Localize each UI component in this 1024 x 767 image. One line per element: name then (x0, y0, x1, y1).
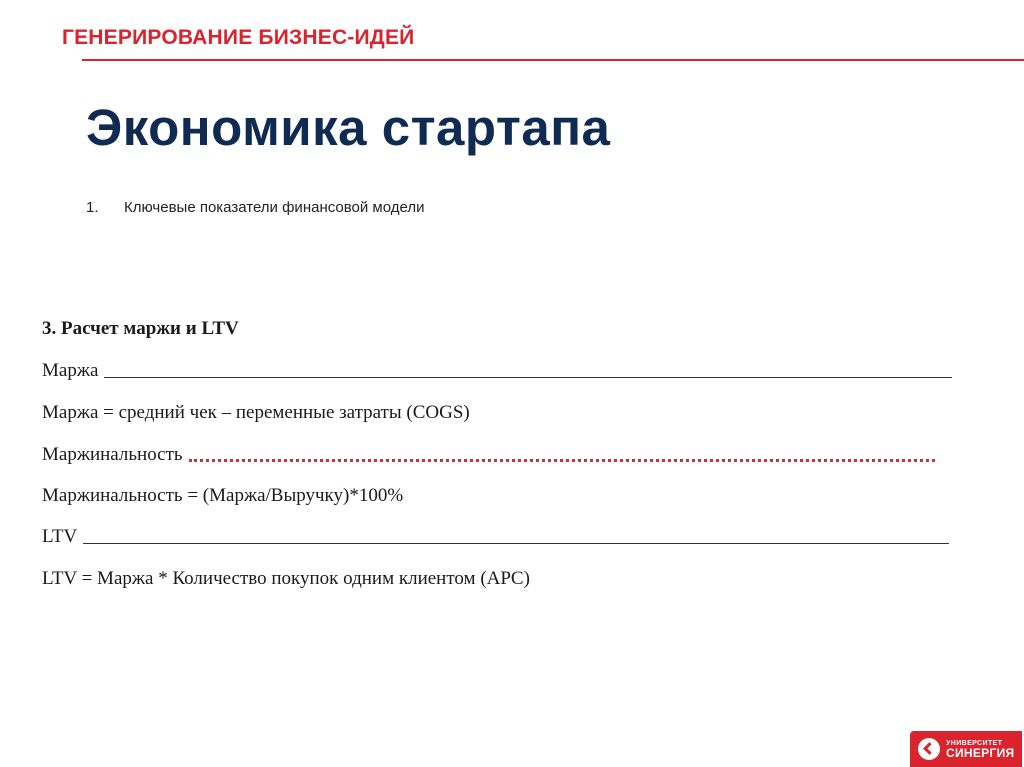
fill-in-line (189, 457, 935, 462)
margin-label: Маржа (42, 360, 99, 381)
margin-formula (42, 402, 470, 424)
margin-formula-text: Маржа = средний чек – переменные затраты (COGS) (42, 402, 470, 423)
fill-in-line (104, 376, 952, 378)
list-item-number: 1. (86, 199, 99, 216)
fill-in-line (83, 542, 949, 544)
list-item-text: Ключевые показатели финансовой модели (124, 199, 425, 216)
logo-line-2: СИНЕРГИЯ (946, 745, 1015, 760)
marginality-label: Маржинальность (42, 444, 183, 465)
document-heading: 3. Расчет маржи и LTV (42, 318, 239, 339)
marginality-formula (42, 485, 403, 507)
ltv-formula (42, 568, 530, 590)
margin-blank-line (42, 360, 952, 382)
section-header: ГЕНЕРИРОВАНИЕ БИЗНЕС-ИДЕЙ (62, 26, 415, 49)
marginality-blank-line (42, 444, 935, 466)
ltv-formula-text: LTV = Маржа * Количество покупок одним клиентом (APC) (42, 568, 530, 589)
ltv-blank-line (42, 526, 949, 548)
header-divider (82, 59, 1024, 61)
synergy-logo-icon (918, 738, 940, 760)
logo-line-1: УНИВЕРСИТЕТ (946, 739, 1003, 747)
ltv-label: LTV (42, 526, 78, 547)
marginality-formula-text: Маржинальность = (Маржа/Выручку)*100% (42, 485, 404, 506)
slide-title: Экономика стартапа (86, 99, 611, 156)
numbered-list (86, 199, 424, 216)
university-logo (910, 731, 1022, 767)
